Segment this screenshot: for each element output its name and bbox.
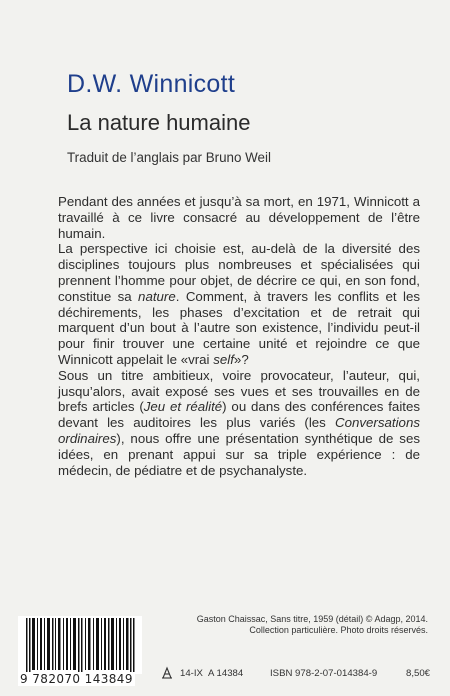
catalog-code: A 14384 <box>208 668 244 679</box>
barcode-number: 9 782070 143849 <box>20 672 133 686</box>
gallimard-logo-icon <box>160 666 174 680</box>
blurb-text-segment: ) ou dans des conférences faites devant les auditoires les plus variés (les <box>58 399 421 431</box>
blurb-italic-segment: nature <box>138 288 176 304</box>
blurb-text-segment: ), nous offre une présentation synthétique de ses idées, en prenant appui sur sa triple expérience : de médecin, de pédiatre et de psychanalyste. <box>58 430 420 478</box>
barcode <box>10 614 150 688</box>
blurb-italic-segment: Conversations ordinaires <box>58 415 420 446</box>
credit-line-1: Gaston Chaissac, Sans titre, 1959 (détail) © Adagp, 2014. <box>196 614 428 624</box>
catalog-codes <box>160 666 430 682</box>
author-name: D.W. Winnicott <box>67 70 236 98</box>
credit-line-2: Collection particulière. Photo droits réservés. <box>249 625 428 635</box>
blurb-text-segment: . Comment, à travers les conflits et les déchirements, les phases d’excitation et de retrait qui marquent d’un bout à l’autre son existence, l’individu peut-il pour finir trouver une certaine unité et rejoindre ce que Winnicott appelait le «vrai <box>58 288 420 367</box>
barcode-icon <box>18 616 142 674</box>
series-code: 14-IX <box>180 668 203 679</box>
price: 8,50€ <box>405 668 430 679</box>
blurb-paragraph-2 <box>58 241 420 367</box>
isbn: ISBN 978-2-07-014384-9 <box>270 668 378 679</box>
blurb-italic-segment: Jeu et réalité <box>143 399 223 415</box>
blurb-paragraph-1: Pendant des années et jusqu’à sa mort, en 1971, Winnicott a travaillé à ce livre consacré au développement de l’être humain. <box>58 194 420 241</box>
blurb-paragraph-3 <box>58 368 420 479</box>
blurb-text-segment: »? <box>233 351 249 367</box>
blurb-text-segment: La perspective ici choisie est, au-delà de la diversité des disciplines toujours plus nombreuses et spécialisées qui prennent l’homme pour objet, de décrire ce qui, en son fond, constitue sa <box>58 241 420 304</box>
blurb-text-segment: Sous un titre ambitieux, voire provocateur, l’auteur, qui, jusqu’alors, avait exposé ses vues et ses trouvailles en de brefs articles ( <box>58 367 420 415</box>
blurb-italic-segment: self <box>213 351 234 367</box>
blurb-text <box>58 194 420 478</box>
cover-art-credit <box>170 614 428 636</box>
translator-credit: Traduit de l’anglais par Bruno Weil <box>67 150 271 165</box>
book-title: La nature humaine <box>67 110 251 135</box>
